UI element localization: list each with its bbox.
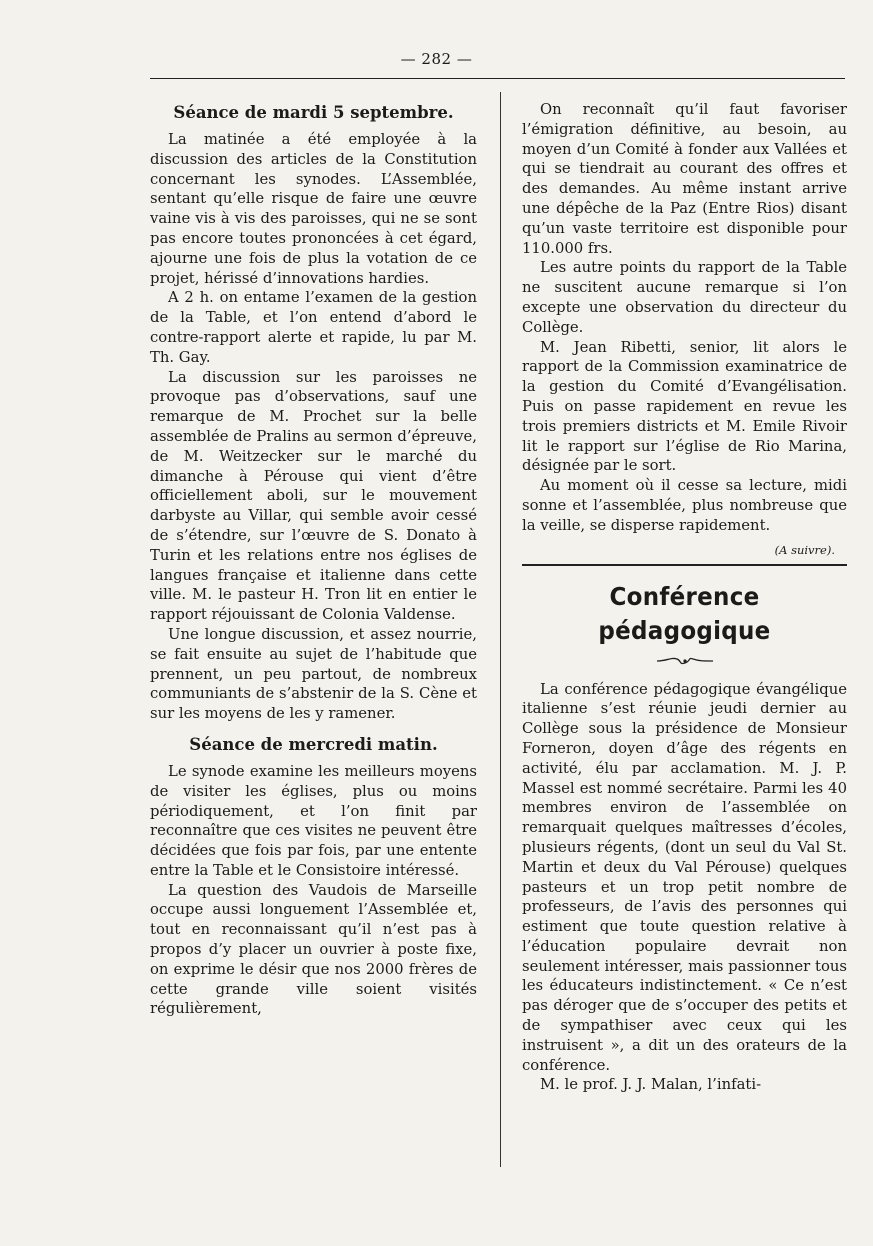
page-number: — 282 — bbox=[400, 50, 473, 68]
ornament-flourish-icon bbox=[522, 654, 847, 670]
paragraph: On reconnaît qu’il faut favoriser l’émigration définitive, au besoin, au moyen d’un Comité à fonder aux Vallées et qui se tiendrait au courant des offres et des demandes. Au même instant arrive une dépêche de la Paz (Entre Rios) disant qu’un vaste territoire est disponible pour 110.000 frs. bbox=[522, 101, 847, 257]
paragraph: La discussion sur les paroisses ne provoque pas d’observations, sauf une remarque de M. Prochet sur la belle assemblée de Pralins au sermon d’épreuve, de M. Weitzecker sur le marché du dimanche à Pérouse qui vient d’être officiellement aboli, sur le mouvement darbyste au Villar, qui semble avoir cessé de s’étendre, sur l’œuvre de S. Donato à Turin et les relations entre nos églises de langues française et italienne dans cette ville. M. le pasteur H. Tron lit en entier le rapport réjouissant de Colonia Valdense. bbox=[150, 368, 477, 624]
to-be-continued: (A suivre). bbox=[774, 542, 835, 557]
paragraph: La matinée a été employée à la discussion des articles de la Constitution concernant les synodes. L’Assemblée, sentant qu’elle risque de faire une œuvre vaine vis à vis des paroisses, qui ne se sont pas encore toutes prononcées à cet égard, ajourne une fois de plus la votation de ce projet, hérissé d’innovations hardies. bbox=[150, 131, 477, 287]
article-title: Conférence pédagogique bbox=[598, 581, 771, 645]
left-column bbox=[150, 100, 477, 1019]
section-heading-tuesday: Séance de mardi 5 septembre. bbox=[173, 103, 454, 122]
paragraph: Au moment où il cesse sa lecture, midi sonne et l’assemblée, plus nombreuse que la veille, se disperse rapidement. bbox=[522, 477, 847, 534]
right-column bbox=[522, 100, 847, 1095]
paragraph: A 2 h. on entame l’examen de la gestion de la Table, et l’on entend d’abord le contre-rapport alerte et rapide, lu par M. Th. Gay. bbox=[150, 289, 477, 366]
paragraph: Les autre points du rapport de la Table ne suscitent aucune remarque si l’on excepte une observation du directeur du Collège. bbox=[522, 259, 847, 336]
section-rule bbox=[522, 564, 847, 566]
paragraph: La conférence pédagogique évangélique italienne s’est réunie jeudi dernier au Collège sous la présidence de Monsieur Forneron, doyen d’âge des régents en activité, élu par acclamation. M. J. P. Massel est nommé secrétaire. Parmi les 40 membres environ de l’assemblée on remarquait quelques maîtresses d’écoles, plusieurs régents, (dont un seul du Val St. Martin et deux du Val Pérouse) quelques pasteurs et un trop petit nombre de professeurs, de l’avis des personnes qui estiment que toute question relative à l’éducation populaire devrait non seulement intéresser, mais passionner tous les éducateurs indistinctement. « Ce n’est pas déroger que de s’occuper des petits et de sympathiser avec ceux qui les instruisent », a dit un des orateurs de la conférence. bbox=[522, 680, 847, 1074]
paragraph: M. Jean Ribetti, senior, lit alors le rapport de la Commission examinatrice de la gestion du Comité d’Evangélisation. Puis on passe rapidement en revue les trois premiers districts et M. Emile Rivoir lit le rapport sur l’église de Rio Marina, désignée par le sort. bbox=[522, 338, 847, 475]
paragraph: La question des Vaudois de Marseille occupe aussi longuement l’Assemblée et, tout en reconnaissant qu’il n’est pas à propos d’y placer un ouvrier à poste fixe, on exprime le désir que nos 2000 frères de cette grande ville soient visités régulièrement, bbox=[150, 881, 477, 1018]
paragraph: M. le prof. J. J. Malan, l’infati- bbox=[540, 1076, 762, 1094]
header-rule bbox=[150, 78, 845, 79]
paragraph: Une longue discussion, et assez nourrie, se fait ensuite au sujet de l’habitude que prennent, un peu partout, de nombreux communiants de s’abstenir de la S. Cène et sur les moyens de les y ramener. bbox=[150, 625, 477, 723]
paragraph: Le synode examine les meilleurs moyens de visiter les églises, plus ou moins périodiquement, et l’on finit par reconnaître que ces visites ne peuvent être décidées que fois par fois, par une entente entre la Table et le Consistoire intéressé. bbox=[150, 762, 477, 879]
section-heading-wednesday: Séance de mercredi matin. bbox=[189, 734, 438, 754]
column-divider bbox=[500, 92, 501, 1167]
